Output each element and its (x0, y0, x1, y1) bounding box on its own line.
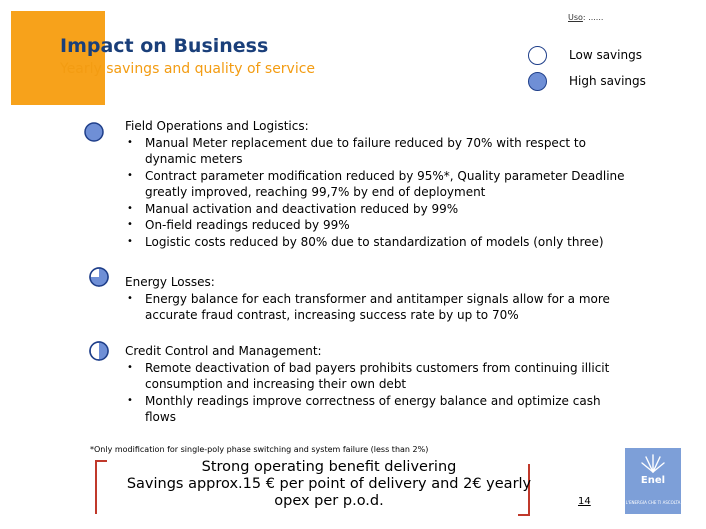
section-credit-control (125, 343, 625, 426)
bullet-list (125, 135, 625, 251)
harvey-ball-three-quarter-icon (89, 267, 109, 287)
section-title: Credit Control and Management: (125, 344, 322, 358)
section-title: Energy Losses: (125, 275, 215, 289)
high-savings-legend-label: High savings (569, 74, 646, 88)
harvey-ball-full-icon (84, 122, 104, 142)
usage-tag (568, 13, 603, 22)
page-number: 14 (578, 496, 591, 507)
logo-name: Enel (640, 475, 666, 486)
section-field-operations (125, 118, 625, 250)
conclusion-line: Savings approx.15 € per point of delivery and 2€ yearly (126, 476, 532, 492)
high-savings-legend-icon (528, 72, 547, 91)
list-item: • Contract parameter modification reduced by 95%*, Quality parameter Deadline greatly improved, reaching 99,7% by end of deployment (125, 168, 625, 201)
conclusion-box (105, 459, 553, 510)
footnote: *Only modification for single-poly phase switching and system failure (less than 2%) (90, 445, 429, 454)
list-item: • Remote deactivation of bad payers prohibits customers from continuing illicit consumption and increasing their own debt (125, 360, 625, 393)
low-savings-legend-label: Low savings (569, 48, 642, 62)
section-energy-losses (125, 274, 625, 324)
harvey-ball-half-icon (89, 341, 109, 361)
bullet-list (125, 360, 625, 426)
section-title: Field Operations and Logistics: (125, 119, 309, 133)
usage-tag-main: Uso (568, 13, 583, 22)
page-title: Impact on Business (60, 35, 269, 57)
usage-tag-rest: : ...... (582, 13, 604, 22)
list-item: • Energy balance for each transformer and antitamper signals allow for a more accurate fraud contrast, increasing success rate by up to 70% (125, 291, 625, 324)
low-savings-legend-icon (528, 46, 547, 65)
list-item: • Monthly readings improve correctness of energy balance and optimize cash flows (125, 393, 625, 426)
bullet-list (125, 291, 625, 324)
list-item: • Manual activation and deactivation reduced by 99% (125, 201, 625, 218)
orange-accent-block (11, 11, 105, 105)
logo-tagline: L'ENERGIA CHE TI ASCOLTA (625, 500, 681, 505)
conclusion-line: Strong operating benefit delivering (201, 459, 457, 475)
enel-logo (625, 448, 681, 514)
list-item: • Logistic costs reduced by 80% due to standardization of models (only three) (125, 234, 625, 251)
list-item: • On-field readings reduced by 99% (125, 217, 625, 234)
page-subtitle: Yearly savings and quality of service (60, 61, 316, 77)
list-item: • Manual Meter replacement due to failure reduced by 70% with respect to dynamic meters (125, 135, 625, 168)
sunburst-icon (641, 452, 665, 474)
conclusion-line: opex per p.o.d. (274, 493, 384, 509)
